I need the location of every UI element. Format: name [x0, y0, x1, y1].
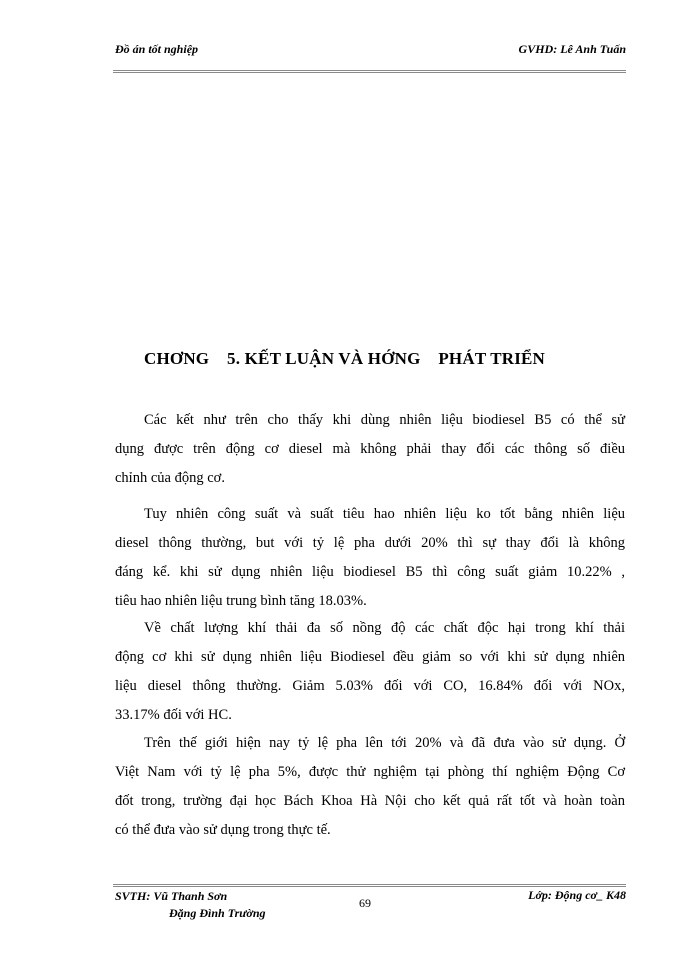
- footer-author-1: SVTH: Vũ Thanh Sơn: [115, 889, 228, 903]
- paragraph-line: liệu diesel thông thường. Giảm 5.03% đối với CO, 16.84% đối với NOx,: [115, 678, 625, 694]
- paragraph-line: 33.17% đối với HC.: [115, 707, 232, 723]
- paragraph-3: [115, 614, 625, 730]
- footer-authors: [115, 888, 266, 922]
- footer-divider-secondary: [113, 886, 626, 887]
- paragraph-line: Tuy nhiên công suất và suất tiêu hao nhiên liệu ko tốt bằng nhiên liệu: [144, 506, 625, 522]
- footer-divider: [113, 884, 626, 885]
- paragraph-line: đáng kể. khi sử dụng nhiên liệu biodiesel B5 thì công suất giảm 10.22% ,: [115, 564, 625, 580]
- header-supervisor: GVHD: Lê Anh Tuấn: [518, 42, 626, 56]
- paragraph-line: có thể đưa vào sử dụng trong thực tế.: [115, 822, 331, 838]
- paragraph-line: đốt trong, trường đại học Bách Khoa Hà Nội cho kết quả rất tốt và hoàn toàn: [115, 793, 625, 809]
- header-divider-secondary: [113, 72, 626, 73]
- header-divider: [113, 70, 626, 71]
- paragraph-line: động cơ khi sử dụng nhiên liệu Biodiesel đều giảm so với khi sử dụng nhiên: [115, 649, 625, 665]
- footer-author-2: Đặng Đình Trường: [169, 906, 266, 920]
- paragraph-line: Việt Nam với tỷ lệ pha 5%, được thử nghiệm tại phòng thí nghiệm Động Cơ: [115, 764, 625, 780]
- page-number: 69: [359, 896, 371, 910]
- paragraph-line: Về chất lượng khí thải đa số nồng độ các chất độc hại trong khí thải: [144, 620, 625, 636]
- paragraph-1: [115, 406, 625, 493]
- paragraph-4: [115, 729, 625, 845]
- footer-class: Lớp: Động cơ_ K48: [528, 888, 626, 902]
- chapter-title: CHƠNG 5. KẾT LUẬN VÀ HỚNG PHÁT TRIỂN: [144, 349, 546, 368]
- header-document-type: Đồ án tốt nghiệp: [115, 42, 199, 56]
- paragraph-line: chỉnh của động cơ.: [115, 470, 225, 486]
- paragraph-line: Trên thế giới hiện nay tỷ lệ pha lên tới 20% và đã đưa vào sử dụng. Ở: [144, 735, 625, 751]
- paragraph-line: dụng được trên động cơ diesel mà không phải thay đổi các thông số điều: [115, 441, 625, 457]
- paragraph-line: diesel thông thường, but với tỷ lệ pha dưới 20% thì sự thay đổi là không: [115, 535, 625, 551]
- paragraph-2: [115, 500, 625, 616]
- paragraph-line: Các kết như trên cho thấy khi dùng nhiên liệu biodiesel B5 có thể sử: [144, 412, 625, 428]
- paragraph-line: tiêu hao nhiên liệu trung bình tăng 18.03%.: [115, 593, 367, 609]
